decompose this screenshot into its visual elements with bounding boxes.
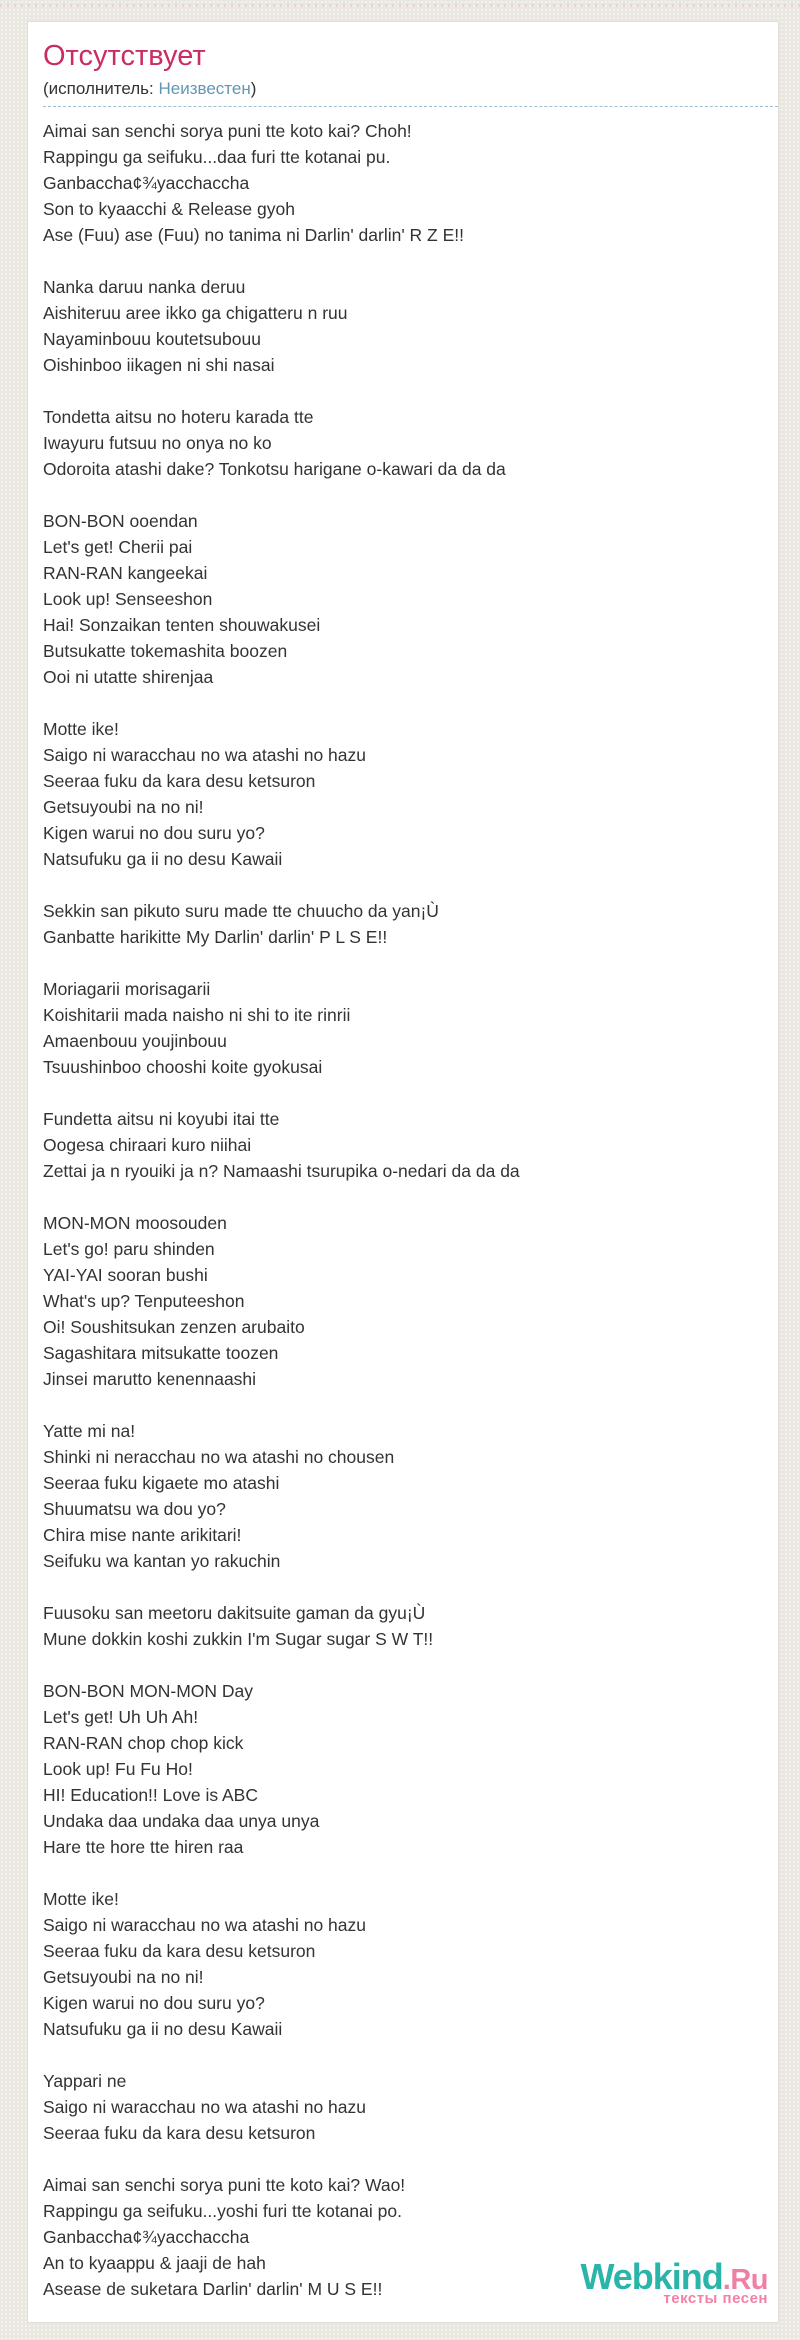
lyric-line: Seeraa fuku da kara desu ketsuron	[43, 1941, 316, 1962]
lyric-line: Let's go! paru shinden	[43, 1239, 215, 1260]
lyric-line: Ooi ni utatte shirenjaa	[43, 667, 214, 688]
lyric-line: Zettai ja n ryouiki ja n? Namaashi tsurupika o-nedari da da da	[43, 1161, 520, 1182]
lyric-line: Look up! Senseeshon	[43, 589, 213, 610]
stanza	[43, 404, 778, 482]
lyric-line: BON-BON MON-MON Day	[43, 1681, 253, 1702]
lyric-line: Odoroita atashi dake? Tonkotsu harigane o-kawari da da da	[43, 459, 506, 480]
lyric-line: Chira mise nante arikitari!	[43, 1525, 242, 1546]
lyric-line: Yappari ne	[43, 2071, 127, 2092]
stanza	[43, 1678, 778, 1860]
lyric-line: Aishiteruu aree ikko ga chigatteru n ruu	[43, 303, 348, 324]
stanza	[43, 976, 778, 1080]
stanza	[43, 508, 778, 690]
stanza	[43, 118, 778, 248]
lyric-line: Moriagarii morisagarii	[43, 979, 211, 1000]
lyric-line: BON-BON ooendan	[43, 511, 198, 532]
lyric-line: Sagashitara mitsukatte toozen	[43, 1343, 279, 1364]
lyric-line: Yatte mi na!	[43, 1421, 136, 1442]
lyric-line: Undaka daa undaka daa unya unya	[43, 1811, 320, 1832]
lyric-line: RAN-RAN kangeekai	[43, 563, 208, 584]
stanza	[43, 898, 778, 950]
lyric-line: Seeraa fuku kigaete mo atashi	[43, 1473, 280, 1494]
lyric-line: Shinki ni neracchau no wa atashi no chousen	[43, 1447, 395, 1468]
artist-suffix-label: )	[250, 79, 257, 99]
lyric-line: Koishitarii mada naisho ni shi to ite rinrii	[43, 1005, 351, 1026]
lyric-line: Motte ike!	[43, 1889, 119, 1910]
webkind-logo-tagline: тексты песен	[663, 2290, 768, 2307]
lyric-line: An to kyaappu & jaaji de hah	[43, 2253, 266, 2274]
lyric-line: Seifuku wa kantan yo rakuchin	[43, 1551, 281, 1572]
lyric-line: Ganbaccha¢¾yacchaccha	[43, 2227, 250, 2248]
stanza	[43, 1600, 778, 1652]
lyric-line: Jinsei marutto kenennaashi	[43, 1369, 257, 1390]
lyric-line: Asease de suketara Darlin' darlin' M U S E!!	[43, 2279, 383, 2300]
lyric-line: Oishinboo iikagen ni shi nasai	[43, 355, 275, 376]
stanza	[43, 1106, 778, 1184]
lyric-line: Kigen warui no dou suru yo?	[43, 1993, 265, 2014]
lyric-line: YAI-YAI sooran bushi	[43, 1265, 208, 1286]
page-title: Отсутствует	[43, 40, 206, 72]
lyric-line: Oogesa chiraari kuro niihai	[43, 1135, 252, 1156]
lyric-line: Saigo ni waracchau no wa atashi no hazu	[43, 2097, 366, 2118]
lyric-line: HI! Education!! Love is ABC	[43, 1785, 258, 1806]
lyric-line: Ganbatte harikitte My Darlin' darlin' P L S E!!	[43, 927, 388, 948]
lyric-line: Aimai san senchi sorya puni tte koto kai? Wao!	[43, 2175, 406, 2196]
lyric-line: Tsuushinboo chooshi koite gyokusai	[43, 1057, 323, 1078]
lyric-line: Natsufuku ga ii no desu Kawaii	[43, 849, 283, 870]
artist-prefix-label: (исполнитель:	[43, 79, 154, 99]
lyric-line: What's up? Tenputeeshon	[43, 1291, 245, 1312]
stanza	[43, 2068, 778, 2146]
lyric-line: Son to kyaacchi & Release gyoh	[43, 199, 295, 220]
lyric-line: Nanka daruu nanka deruu	[43, 277, 246, 298]
lyric-line: Saigo ni waracchau no wa atashi no hazu	[43, 1915, 366, 1936]
lyrics-card	[28, 22, 778, 2322]
lyric-line: Saigo ni waracchau no wa atashi no hazu	[43, 745, 366, 766]
lyric-line: Butsukatte tokemashita boozen	[43, 641, 288, 662]
lyric-line: MON-MON moosouden	[43, 1213, 227, 1234]
lyric-line: Rappingu ga seifuku...daa furi tte kotanai pu.	[43, 147, 391, 168]
lyric-line: Getsuyoubi na no ni!	[43, 797, 204, 818]
page-top-dotted-border	[0, 4, 800, 7]
lyric-line: Oi! Soushitsukan zenzen arubaito	[43, 1317, 305, 1338]
webkind-logo-main-text: Webkind	[580, 2256, 723, 2297]
lyric-line: Sekkin san pikuto suru made tte chuucho da yan¡Ù	[43, 901, 439, 922]
lyric-line: Kigen warui no dou suru yo?	[43, 823, 265, 844]
webkind-logo-link[interactable]	[580, 2256, 768, 2307]
lyrics	[43, 118, 778, 2302]
lyric-line: Hare tte hore tte hiren raa	[43, 1837, 244, 1858]
lyric-line: Amaenbouu youjinbouu	[43, 1031, 227, 1052]
lyric-line: Aimai san senchi sorya puni tte koto kai? Choh!	[43, 121, 412, 142]
lyric-line: Natsufuku ga ii no desu Kawaii	[43, 2019, 283, 2040]
lyric-line: Look up! Fu Fu Ho!	[43, 1759, 193, 1780]
webkind-logo-suffix-text: .Ru	[722, 2264, 768, 2296]
lyric-line: Hai! Sonzaikan tenten shouwakusei	[43, 615, 321, 636]
lyric-line: Mune dokkin koshi zukkin I'm Sugar sugar S W T!!	[43, 1629, 434, 1650]
lyric-line: Tondetta aitsu no hoteru karada tte	[43, 407, 314, 428]
lyric-line: Iwayuru futsuu no onya no ko	[43, 433, 272, 454]
lyric-line: Fuusoku san meetoru dakitsuite gaman da gyu¡Ù	[43, 1603, 426, 1624]
lyric-line: Let's get! Cherii pai	[43, 537, 193, 558]
lyric-line: Ganbaccha¢¾yacchaccha	[43, 173, 250, 194]
lyric-line: Rappingu ga seifuku...yoshi furi tte kotanai po.	[43, 2201, 402, 2222]
lyric-line: Nayaminbouu koutetsubouu	[43, 329, 261, 350]
stanza	[43, 716, 778, 872]
lyric-line: Fundetta aitsu ni koyubi itai tte	[43, 1109, 280, 1130]
lyric-line: Motte ike!	[43, 719, 119, 740]
lyric-line: Ase (Fuu) ase (Fuu) no tanima ni Darlin' darlin' R Z E!!	[43, 225, 464, 246]
stanza	[43, 274, 778, 378]
stanza	[43, 1886, 778, 2042]
stanza	[43, 1418, 778, 1574]
lyric-line: Seeraa fuku da kara desu ketsuron	[43, 2123, 316, 2144]
stanza	[43, 1210, 778, 1392]
artist-link[interactable]: Неизвестен	[158, 79, 251, 99]
lyric-line: Getsuyoubi na no ni!	[43, 1967, 204, 1988]
lyric-line: Let's get! Uh Uh Ah!	[43, 1707, 199, 1728]
lyric-line: RAN-RAN chop chop kick	[43, 1733, 244, 1754]
lyric-line: Seeraa fuku da kara desu ketsuron	[43, 771, 316, 792]
artist-line	[43, 78, 778, 107]
lyric-line: Shuumatsu wa dou yo?	[43, 1499, 226, 1520]
